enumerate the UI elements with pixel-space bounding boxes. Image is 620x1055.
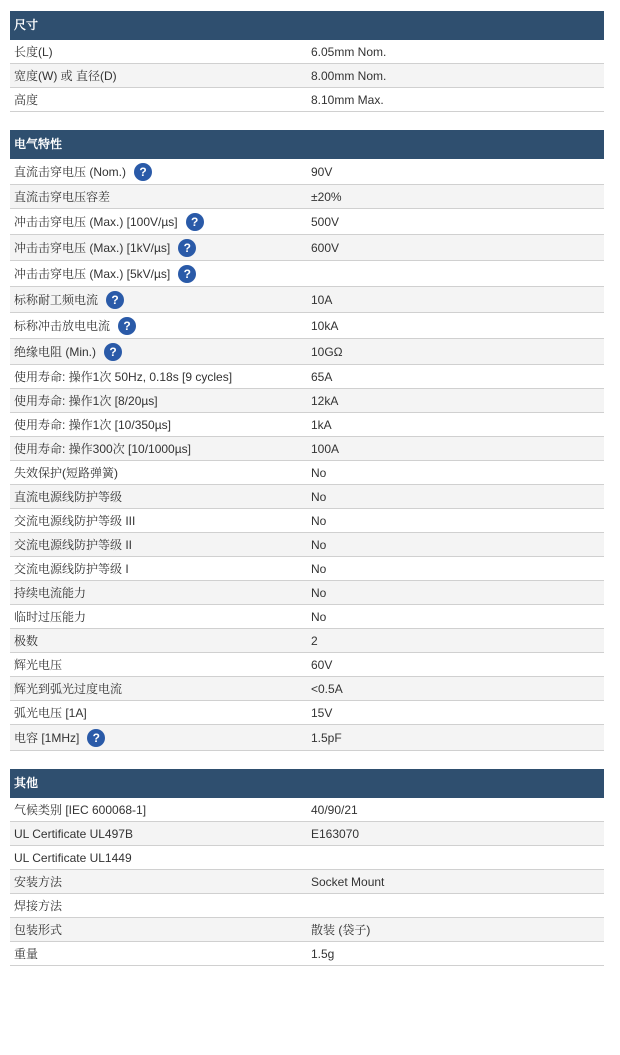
spec-label-cell <box>10 945 311 962</box>
spec-label-cell <box>10 440 311 457</box>
spec-value: 1.5pF <box>311 730 342 745</box>
spec-label-cell <box>10 392 311 409</box>
spec-value: 90V <box>311 164 333 179</box>
spec-value: 散装 (袋子) <box>311 923 371 937</box>
spec-row <box>10 533 604 557</box>
spec-label-cell <box>10 163 311 181</box>
spec-label: 直流击穿电压 (Nom.) <box>14 165 126 179</box>
spec-label: 包装形式 <box>14 923 63 937</box>
spec-row <box>10 209 604 235</box>
spec-label: 极数 <box>14 634 39 648</box>
spec-label-cell <box>10 416 311 433</box>
spec-label: 绝缘电阻 (Min.) <box>14 345 96 359</box>
spec-row <box>10 461 604 485</box>
spec-label-cell <box>10 921 311 938</box>
spec-label-cell <box>10 512 311 529</box>
spec-label: 电容 [1MHz] <box>14 731 80 745</box>
spec-label: 交流电源线防护等级 I <box>14 562 129 576</box>
help-icon[interactable]: ? <box>118 317 136 335</box>
spec-value: No <box>311 585 327 600</box>
spec-row <box>10 557 604 581</box>
spec-value: No <box>311 561 327 576</box>
section-title: 其他 <box>10 769 604 798</box>
spec-label-cell <box>10 317 311 335</box>
spec-label-cell <box>10 188 311 205</box>
spec-row <box>10 40 604 64</box>
spec-row <box>10 185 604 209</box>
spec-value: 10GΩ <box>311 344 343 359</box>
spec-row <box>10 64 604 88</box>
spec-label-cell <box>10 729 311 747</box>
help-icon[interactable]: ? <box>178 265 196 283</box>
spec-row <box>10 389 604 413</box>
spec-label-cell <box>10 873 311 890</box>
spec-value: 8.00mm Nom. <box>311 68 387 83</box>
section-title: 电气特性 <box>10 130 604 159</box>
spec-value: 8.10mm Max. <box>311 92 384 107</box>
spec-label: 标称冲击放电电流 <box>14 319 111 333</box>
spec-label-cell <box>10 343 311 361</box>
spec-label: 辉光电压 <box>14 658 63 672</box>
spec-label-cell <box>10 560 311 577</box>
spec-row <box>10 509 604 533</box>
spec-label-cell <box>10 291 311 309</box>
spec-row <box>10 798 604 822</box>
spec-label-cell <box>10 43 311 60</box>
spec-label: 冲击击穿电压 (Max.) [5kV/µs] <box>14 267 171 281</box>
spec-label: 气候类别 [IEC 600068-1] <box>14 803 147 817</box>
help-icon[interactable]: ? <box>178 239 196 257</box>
spec-row <box>10 894 604 918</box>
spec-label: 直流电源线防护等级 <box>14 490 123 504</box>
spec-label-cell <box>10 827 311 841</box>
spec-label-cell <box>10 656 311 673</box>
spec-value: No <box>311 537 327 552</box>
spec-value: No <box>311 513 327 528</box>
spec-label: 安装方法 <box>14 875 63 889</box>
spec-label: 失效保护(短路弹簧) <box>14 466 118 480</box>
spec-value: 500V <box>311 214 340 229</box>
spec-label-cell <box>10 632 311 649</box>
spec-label-cell <box>10 680 311 697</box>
spec-value: 65A <box>311 369 333 384</box>
spec-label: 临时过压能力 <box>14 610 87 624</box>
spec-row <box>10 437 604 461</box>
spec-row <box>10 313 604 339</box>
spec-row <box>10 677 604 701</box>
spec-label: 弧光电压 [1A] <box>14 706 87 720</box>
spec-row <box>10 235 604 261</box>
spec-label: 使用寿命: 操作1次 50Hz, 0.18s [9 cycles] <box>14 370 233 384</box>
spec-value: 10kA <box>311 318 339 333</box>
spec-value: Socket Mount <box>311 874 385 889</box>
spec-label: 辉光到弧光过度电流 <box>14 682 123 696</box>
spec-row <box>10 339 604 365</box>
spec-row <box>10 88 604 112</box>
spec-label: 长度(L) <box>14 45 53 59</box>
spec-row <box>10 942 604 966</box>
spec-label: 交流电源线防护等级 III <box>14 514 136 528</box>
spec-value: No <box>311 489 327 504</box>
spec-value: 10A <box>311 292 333 307</box>
spec-label: 直流击穿电压容差 <box>14 190 111 204</box>
spec-label: 持续电流能力 <box>14 586 87 600</box>
spec-row <box>10 287 604 313</box>
spec-label: 高度 <box>14 93 39 107</box>
spec-value: No <box>311 465 327 480</box>
spec-label-cell <box>10 897 311 914</box>
spec-label: 重量 <box>14 947 39 961</box>
spec-label-cell <box>10 239 311 257</box>
spec-label-cell <box>10 851 311 865</box>
spec-label-cell <box>10 536 311 553</box>
spec-label-cell <box>10 464 311 481</box>
help-icon[interactable]: ? <box>106 291 124 309</box>
spec-value: 600V <box>311 240 340 255</box>
help-icon[interactable]: ? <box>186 213 204 231</box>
spec-label-cell <box>10 213 311 231</box>
spec-section <box>10 130 604 751</box>
spec-label-cell <box>10 368 311 385</box>
spec-label-cell <box>10 584 311 601</box>
spec-value: <0.5A <box>311 681 343 696</box>
spec-label-cell <box>10 67 311 84</box>
spec-label-cell <box>10 608 311 625</box>
spec-section <box>10 769 604 966</box>
help-icon[interactable]: ? <box>87 729 105 747</box>
spec-value: 6.05mm Nom. <box>311 44 387 59</box>
spec-row <box>10 605 604 629</box>
spec-value: 1kA <box>311 417 332 432</box>
spec-value: ±20% <box>311 189 342 204</box>
spec-label: 冲击击穿电压 (Max.) [1kV/µs] <box>14 241 171 255</box>
help-icon[interactable]: ? <box>134 163 152 181</box>
spec-value: 60V <box>311 657 333 672</box>
spec-label: 使用寿命: 操作300次 [10/1000µs] <box>14 442 191 456</box>
spec-section <box>10 11 604 112</box>
help-icon[interactable]: ? <box>104 343 122 361</box>
spec-row <box>10 653 604 677</box>
spec-row <box>10 918 604 942</box>
spec-value: 15V <box>311 705 333 720</box>
spec-label-cell <box>10 265 311 283</box>
spec-row <box>10 365 604 389</box>
spec-label: 标称耐工频电流 <box>14 293 99 307</box>
spec-label: 使用寿命: 操作1次 [10/350µs] <box>14 418 171 432</box>
spec-label: UL Certificate UL1449 <box>14 850 132 865</box>
spec-row <box>10 159 604 185</box>
spec-row <box>10 581 604 605</box>
spec-label: UL Certificate UL497B <box>14 826 133 841</box>
spec-label: 宽度(W) 或 直径(D) <box>14 69 117 83</box>
spec-label-cell <box>10 91 311 108</box>
spec-value: E163070 <box>311 826 360 841</box>
spec-row <box>10 629 604 653</box>
spec-value: 40/90/21 <box>311 802 358 817</box>
spec-row <box>10 413 604 437</box>
spec-row <box>10 846 604 870</box>
spec-row <box>10 485 604 509</box>
spec-label-cell <box>10 488 311 505</box>
spec-label-cell <box>10 704 311 721</box>
spec-tables <box>10 11 604 984</box>
spec-row <box>10 870 604 894</box>
spec-value: No <box>311 609 327 624</box>
spec-row <box>10 725 604 751</box>
spec-label: 冲击击穿电压 (Max.) [100V/µs] <box>14 215 178 229</box>
spec-value: 12kA <box>311 393 339 408</box>
spec-label: 焊接方法 <box>14 899 63 913</box>
section-title: 尺寸 <box>10 11 604 40</box>
spec-value: 100A <box>311 441 340 456</box>
spec-value: 2 <box>311 633 318 648</box>
spec-label: 交流电源线防护等级 II <box>14 538 133 552</box>
spec-value: 1.5g <box>311 946 335 961</box>
spec-label: 使用寿命: 操作1次 [8/20µs] <box>14 394 158 408</box>
spec-row <box>10 701 604 725</box>
spec-label-cell <box>10 801 311 818</box>
spec-row <box>10 261 604 287</box>
spec-row <box>10 822 604 846</box>
